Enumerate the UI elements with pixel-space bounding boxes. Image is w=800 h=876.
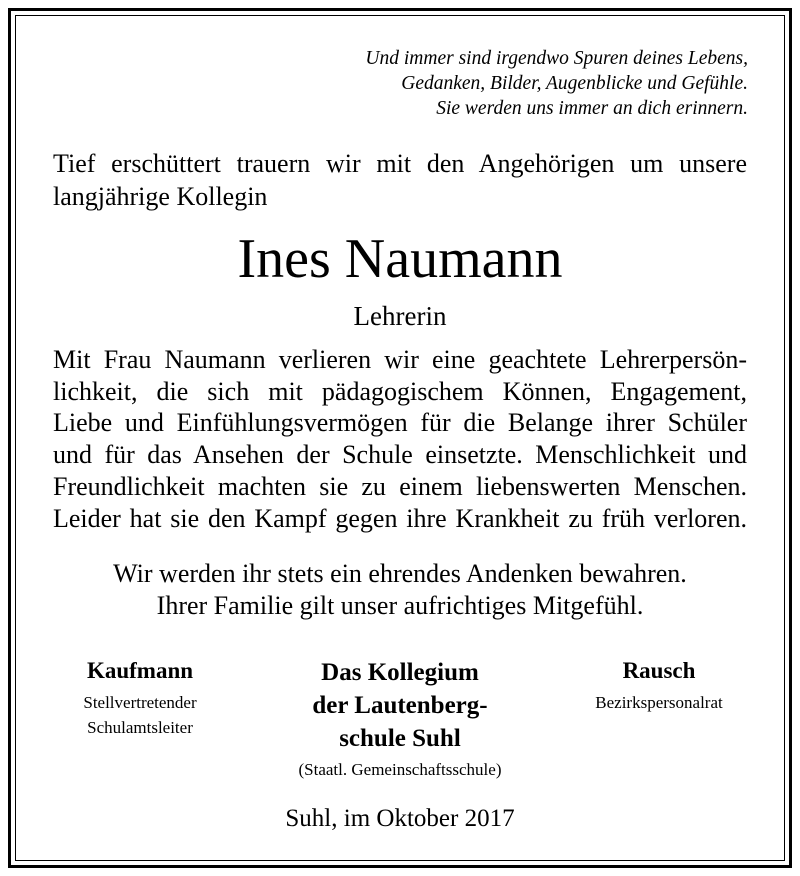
signature-name — [255, 656, 545, 755]
quote-line: Gedanken, Bilder, Augenblicke und Gefühle. — [401, 73, 748, 94]
intro-line: Tief erschüttert trauern wir mit den Angehörigen um unsere — [53, 149, 747, 178]
tribute-line: Leider hat sie den Kampf gegen ihre Krankheit zu früh verloren. — [53, 503, 747, 533]
closing-line: Ihrer Familie gilt unser aufrichtiges Mitgefühl. — [156, 591, 644, 620]
intro-line: langjährige Kollegin — [53, 182, 268, 211]
signature-name-line: schule Suhl — [339, 725, 461, 752]
signature-title — [55, 690, 225, 740]
signature-title: Bezirkspersonalrat — [595, 693, 723, 712]
tribute-text — [53, 344, 747, 534]
signature-rausch — [570, 656, 748, 715]
tribute-line: und für das Ansehen der Schule einsetzte. Menschlichkeit und — [53, 440, 747, 470]
tribute-line: lichkeit, die sich mit pädagogischem Können, Engagement, — [53, 376, 747, 406]
tribute-line: Mit Frau Naumann verlieren wir eine geachtete Lehrerpersön- — [53, 345, 747, 374]
signature-name-line: Das Kollegium — [321, 659, 479, 686]
place-date: Suhl, im Oktober 2017 — [285, 805, 515, 832]
signature-name: Rausch — [622, 658, 696, 683]
quote-line: Und immer sind irgendwo Spuren deines Lebens, — [365, 48, 748, 69]
deceased-role: Lehrerin — [353, 301, 447, 331]
signature-title-line: Stellvertretender — [83, 693, 197, 712]
signature-kollegium — [255, 656, 545, 782]
signature-kaufmann — [55, 656, 225, 740]
tribute-line: Freundlichkeit machten sie zu einem liebenswerten Menschen. — [53, 471, 747, 501]
signature-name: Kaufmann — [86, 658, 194, 683]
closing-line: Wir werden ihr stets ein ehrendes Andenken bewahren. — [113, 559, 687, 588]
signature-title-line: Schulamtsleiter — [87, 718, 193, 737]
signature-name-line: der Lautenberg- — [312, 692, 488, 719]
intro-text — [53, 147, 747, 213]
quote-line: Sie werden uns immer an dich erinnern. — [436, 98, 748, 119]
tribute-line: Liebe und Einfühlungsvermögen für die Belange ihrer Schüler — [53, 408, 747, 438]
signature-title: (Staatl. Gemeinschaftsschule) — [298, 760, 502, 779]
closing-text — [0, 558, 800, 622]
deceased-name: Ines Naumann — [237, 228, 563, 290]
memorial-quote — [365, 46, 748, 121]
